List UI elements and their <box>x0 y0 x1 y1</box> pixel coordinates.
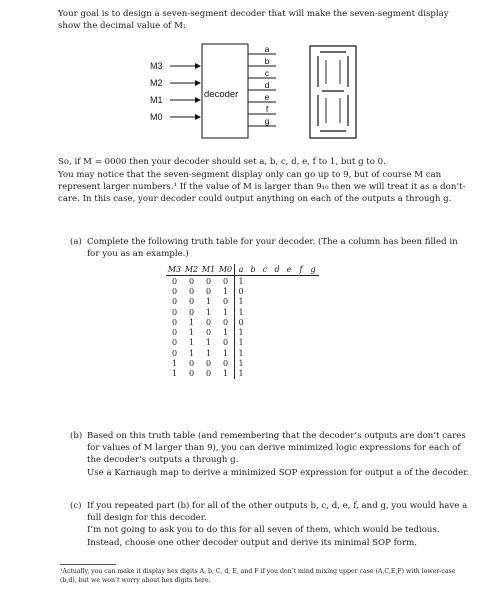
empty-output-cell <box>307 307 319 317</box>
empty-output-cell <box>259 348 271 358</box>
empty-output-cell <box>283 317 295 327</box>
empty-output-cell <box>307 348 319 358</box>
question-a-text: Complete the following truth table for your decoder. (The a column has been filled in for you as an example.) <box>87 237 458 260</box>
output-a-cell: 1 <box>235 348 248 358</box>
input-cell: 1 <box>222 348 229 358</box>
input-cell: 0 <box>188 286 195 296</box>
empty-output-cell <box>247 317 259 327</box>
empty-output-cell <box>295 307 307 317</box>
empty-output-cell <box>307 297 319 307</box>
empty-output-cell <box>259 307 271 317</box>
output-a-cell: 1 <box>235 307 248 317</box>
empty-output-cell <box>259 369 271 379</box>
empty-output-cell <box>271 276 283 287</box>
empty-output-cell <box>271 297 283 307</box>
input-cell: 0 <box>205 359 212 369</box>
table-row <box>166 338 319 348</box>
empty-output-cell <box>259 358 271 368</box>
empty-output-cell <box>307 317 319 327</box>
header-f: f <box>295 264 307 276</box>
empty-output-cell <box>307 276 319 287</box>
input-cell: 1 <box>171 369 178 379</box>
question-c-label: (c) <box>70 501 82 511</box>
truth-table-header <box>166 264 319 276</box>
output-a-cell: 0 <box>235 286 248 296</box>
input-cell: 0 <box>188 276 195 286</box>
empty-output-cell <box>307 338 319 348</box>
output-a-cell: 1 <box>235 276 248 287</box>
input-cell: 1 <box>188 328 195 338</box>
empty-output-cell <box>247 348 259 358</box>
table-row <box>166 327 319 337</box>
input-cell: 0 <box>222 338 229 348</box>
empty-output-cell <box>295 348 307 358</box>
question-b-text-2: Use a Karnaugh map to derive a minimized SOP expression for output a of the decoder. <box>87 467 470 478</box>
empty-output-cell <box>271 327 283 337</box>
table-row <box>166 358 319 368</box>
intro-line-2: show the decimal value of M: <box>58 21 186 32</box>
empty-output-cell <box>283 297 295 307</box>
output-a-cell: 1 <box>235 369 248 379</box>
empty-output-cell <box>283 276 295 287</box>
empty-output-cell <box>295 276 307 287</box>
empty-output-cell <box>259 317 271 327</box>
header-m2: M2 <box>184 265 199 274</box>
empty-output-cell <box>283 286 295 296</box>
seven-segment-display <box>310 46 356 138</box>
input-cell: 0 <box>205 276 212 286</box>
header-m3: M3 <box>167 265 182 274</box>
output-label-d: d <box>264 80 270 90</box>
input-cell: 0 <box>171 307 178 317</box>
empty-output-cell <box>307 327 319 337</box>
empty-output-cell <box>259 297 271 307</box>
empty-output-cell <box>295 297 307 307</box>
empty-output-cell <box>295 317 307 327</box>
output-a-cell: 0 <box>235 317 248 327</box>
header-b: b <box>247 264 259 276</box>
header-a: a <box>235 264 248 276</box>
empty-output-cell <box>283 307 295 317</box>
empty-output-cell <box>283 369 295 379</box>
empty-output-cell <box>271 286 283 296</box>
empty-output-cell <box>271 317 283 327</box>
empty-output-cell <box>307 369 319 379</box>
output-label-f: f <box>265 104 269 114</box>
empty-output-cell <box>307 286 319 296</box>
header-g: g <box>307 264 319 276</box>
empty-output-cell <box>307 358 319 368</box>
empty-output-cell <box>247 358 259 368</box>
input-cell: 1 <box>222 307 229 317</box>
question-b-text-1: Based on this truth table (and remembering that the decoder’s outputs are don’t cares for values of M larger than 9), you can derive minimized logic expressions for each of the decoder’s outputs a through g. <box>87 431 466 466</box>
input-cell: 0 <box>171 286 178 296</box>
input-cell: 0 <box>222 276 229 286</box>
empty-output-cell <box>247 327 259 337</box>
empty-output-cell <box>283 358 295 368</box>
input-label-m0: M0 <box>150 112 163 122</box>
empty-output-cell <box>247 338 259 348</box>
footnote-rule <box>60 564 116 565</box>
input-label-m3: M3 <box>150 61 163 71</box>
input-label-m2: M2 <box>150 78 163 88</box>
output-a-cell: 1 <box>235 327 248 337</box>
input-cell: 1 <box>188 338 195 348</box>
empty-output-cell <box>247 297 259 307</box>
empty-output-cell <box>295 369 307 379</box>
empty-output-cell <box>247 276 259 287</box>
empty-output-cell <box>283 338 295 348</box>
header-m0: M0 <box>217 264 235 276</box>
input-cell: 1 <box>205 338 212 348</box>
table-row <box>166 307 319 317</box>
empty-output-cell <box>271 369 283 379</box>
input-cell: 1 <box>222 328 229 338</box>
dont-care-paragraph: You may notice that the seven-segment display only can go up to 9, but of course M can represent larger numbers.¹ If the value of M is larger than 9₁₀ then we will treat it as a don’t-care. In this case, your decoder could output anything on each of the outputs a through g. <box>58 170 466 205</box>
input-cell: 0 <box>171 317 178 327</box>
input-cell: 1 <box>188 348 195 358</box>
footnote: ¹Actually, you can make it display hex digits A, b, C, d, E, and F if you don’t mind mixing upper case (A,C,E,F) with lower-case (b,d), but we won’t worry about hex digits here. <box>60 568 456 584</box>
input-cell: 0 <box>188 297 195 307</box>
empty-output-cell <box>271 338 283 348</box>
input-cell: 0 <box>222 359 229 369</box>
table-row <box>166 297 319 307</box>
input-cell: 0 <box>188 307 195 317</box>
input-cell: 1 <box>205 307 212 317</box>
header-d: d <box>271 264 283 276</box>
truth-table <box>166 264 319 379</box>
table-row <box>166 276 319 287</box>
empty-output-cell <box>259 286 271 296</box>
input-cell: 1 <box>171 359 178 369</box>
intro-paragraph <box>58 8 468 32</box>
output-label-c: c <box>264 68 270 78</box>
empty-output-cell <box>295 327 307 337</box>
header-c: c <box>259 264 271 276</box>
header-e: e <box>283 264 295 276</box>
empty-output-cell <box>295 338 307 348</box>
input-cell: 0 <box>222 317 229 327</box>
input-cell: 1 <box>222 369 229 379</box>
empty-output-cell <box>295 286 307 296</box>
input-cell: 0 <box>188 369 195 379</box>
empty-output-cell <box>247 369 259 379</box>
input-cell: 0 <box>205 369 212 379</box>
input-cell: 1 <box>222 286 229 296</box>
input-cell: 0 <box>171 338 178 348</box>
empty-output-cell <box>295 358 307 368</box>
empty-output-cell <box>247 286 259 296</box>
empty-output-cell <box>271 307 283 317</box>
input-cell: 0 <box>205 286 212 296</box>
decoder-label: decoder <box>204 89 239 100</box>
question-b-label: (b) <box>70 431 83 441</box>
input-label-m1: M1 <box>150 95 163 105</box>
empty-output-cell <box>247 307 259 317</box>
output-a-cell: 1 <box>235 297 248 307</box>
empty-output-cell <box>271 358 283 368</box>
example-paragraph: So, if M = 0000 then your decoder should set a, b, c, d, e, f to 1, but g to 0. <box>58 157 386 167</box>
input-cell: 0 <box>222 297 229 307</box>
input-cell: 0 <box>188 359 195 369</box>
table-row <box>166 317 319 327</box>
output-label-a: a <box>264 44 270 54</box>
output-label-b: b <box>264 56 270 66</box>
question-a <box>70 236 468 260</box>
input-cell: 1 <box>205 348 212 358</box>
input-cell: 1 <box>205 297 212 307</box>
output-a-cell: 1 <box>235 338 248 348</box>
question-c-text-1: If you repeated part (b) for all of the other outputs b, c, d, e, f, and g, you would have a full design for this decoder. <box>87 501 468 524</box>
table-row <box>166 348 319 358</box>
input-cell: 0 <box>171 348 178 358</box>
input-cell: 0 <box>205 317 212 327</box>
question-c <box>70 500 470 549</box>
table-row <box>166 286 319 296</box>
header-m1: M1 <box>201 265 216 274</box>
empty-output-cell <box>271 348 283 358</box>
output-a-cell: 1 <box>235 358 248 368</box>
output-label-e: e <box>264 92 270 102</box>
input-cell: 0 <box>171 297 178 307</box>
input-cell: 0 <box>171 328 178 338</box>
output-label-g: g <box>264 116 270 126</box>
empty-output-cell <box>259 276 271 287</box>
intro-line-1: Your goal is to design a seven-segment decoder that will make the seven-segment display <box>58 9 449 19</box>
input-cell: 0 <box>205 328 212 338</box>
question-a-label: (a) <box>70 237 82 247</box>
input-cell: 0 <box>171 276 178 286</box>
input-cell: 1 <box>188 317 195 327</box>
decoder-diagram <box>148 40 360 142</box>
empty-output-cell <box>283 348 295 358</box>
empty-output-cell <box>283 327 295 337</box>
empty-output-cell <box>259 338 271 348</box>
question-b <box>70 430 470 479</box>
question-c-text-2: I’m not going to ask you to do this for all seven of them, which would be tedious. Instead, choose one other decoder output and derive its minimal SOP form. <box>87 525 440 548</box>
table-row <box>166 369 319 379</box>
empty-output-cell <box>259 327 271 337</box>
